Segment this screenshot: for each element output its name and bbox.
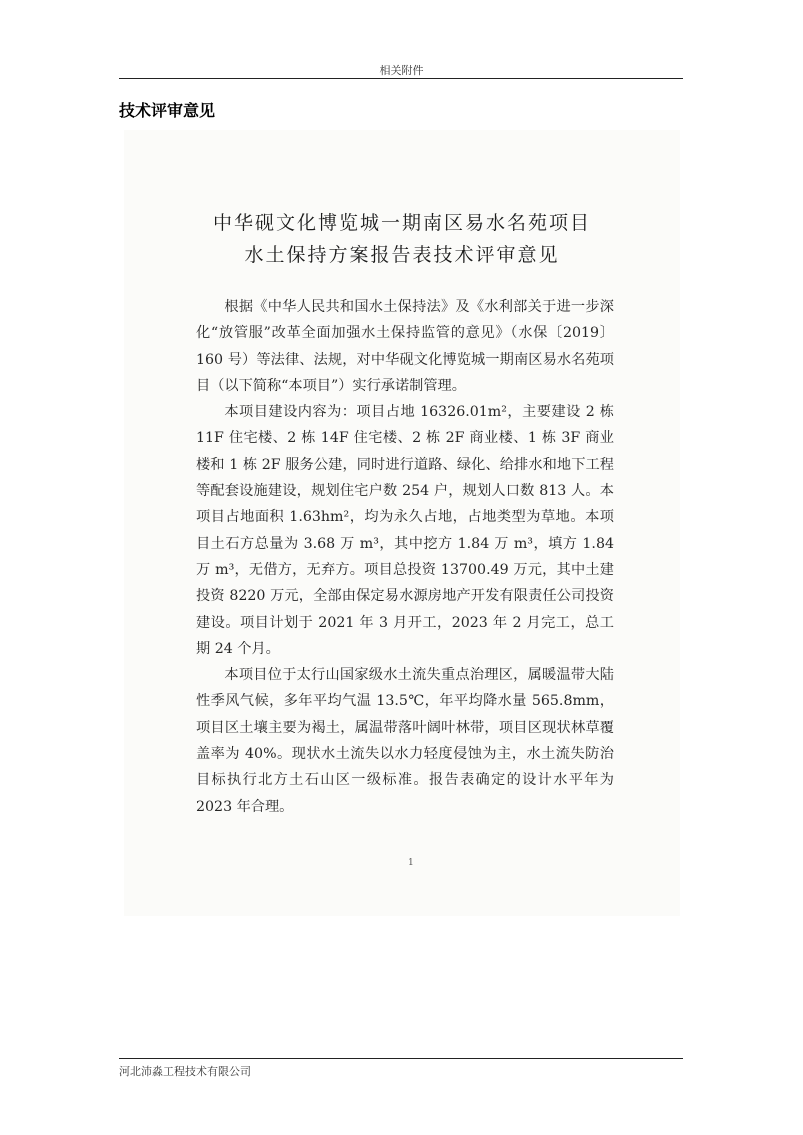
- page-footer: 河北沛淼工程技术有限公司: [119, 1065, 251, 1078]
- section-title: 技术评审意见: [119, 101, 216, 120]
- body-paragraph: 本项目位于太行山国家级水土流失重点治理区，属暖温带大陆性季风气候，多年平均气温 13.5℃，年平均降水量 565.8mm，项目区土壤主要为褐土，属温带落叶阔叶林带，项目区现状林草覆盖率为 40%。现状水土流失以水力轻度侵蚀为主，水土流失防治目标执行北方土石山区一级标准。报告表确定的设计水平年为 2023 年合理。: [196, 667, 614, 815]
- document-body: [196, 294, 614, 820]
- page-number: 1: [408, 858, 414, 868]
- document-title-line2: 水土保持方案报告表技术评审意见: [244, 244, 560, 266]
- footer-divider: [119, 1058, 683, 1059]
- page-header: 相关附件: [379, 64, 424, 77]
- body-paragraph: 根据《中华人民共和国水土保持法》及《水利部关于进一步深化“放管服”改革全面加强水土保持监管的意见》（水保〔2019〕160 号）等法律、法规，对中华砚文化博览城一期南区易水名苑项目（以下简称“本项目”）实行承诺制管理。: [196, 299, 614, 394]
- body-paragraph: 本项目建设内容为：项目占地 16326.01m²，主要建设 2 栋 11F 住宅楼、2 栋 14F 住宅楼、2 栋 2F 商业楼、1 栋 3F 商业楼和 1 栋 2F 服务公建，同时进行道路、绿化、给排水和地下工程等配套设施建设，规划住宅户数 254 户，规划人口数 813 人。本项目占地面积 1.63hm²，均为永久占地，占地类型为草地。本项目土石方总量为 3.68 万 m³，其中挖方 1.84 万 m³，填方 1.84 万 m³，无借方，无弃方。项目总投资 13700.49 万元，其中土建投资 8220 万元，全部由保定易水源房地产开发有限责任公司投资建设。项目计划于 2021 年 3 月开工，2023 年 2 月完工，总工期 24 个月。: [196, 404, 614, 657]
- scanned-document: [124, 130, 680, 916]
- document-title-line1: 中华砚文化博览城一期南区易水名苑项目: [212, 212, 591, 234]
- header-divider: [119, 78, 683, 79]
